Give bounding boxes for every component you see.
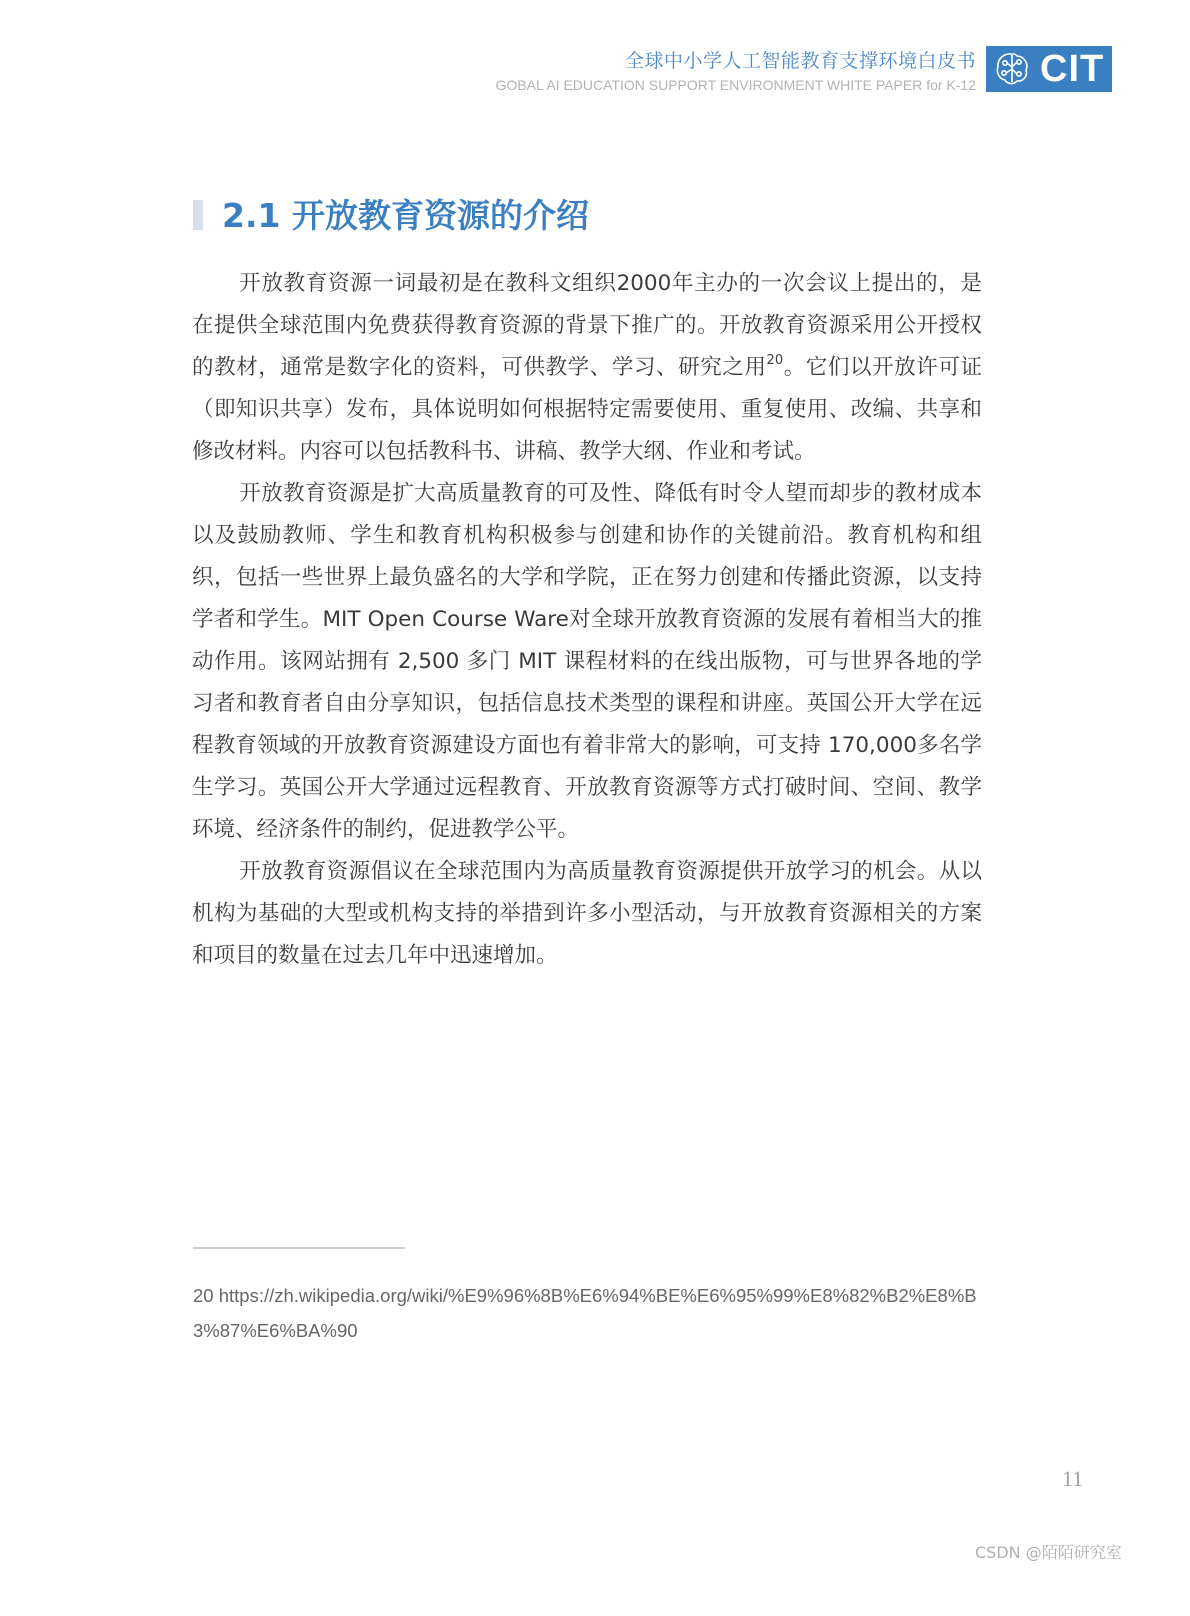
paragraph-3: 开放教育资源倡议在全球范围内为高质量教育资源提供开放学习的机会。从以机构为基础的大型或机构支持的举措到许多小型活动，与开放教育资源相关的方案和项目的数量在过去几年中迅速增加。 xyxy=(192,859,982,968)
section-marker xyxy=(193,200,203,230)
paragraph-1-text-a: 开放教育资源一词最初是在教科文组织2000年主办的一次会议上提出的，是在提供全球范围内免费获得教育资源的背景下推广的。开放教育资源采用公开授权的教材，通常是数字化的资料，可供教学、学习、研究之用 xyxy=(192,271,982,380)
page-number: 11 xyxy=(1062,1466,1084,1491)
brain-icon xyxy=(992,49,1032,89)
logo-text: CIT xyxy=(1040,48,1105,90)
paragraph-1 xyxy=(192,263,982,473)
body-text xyxy=(192,263,982,977)
header-title-en: GOBAL AI EDUCATION SUPPORT ENVIRONMENT WHITE PAPER for K-12 xyxy=(495,77,976,93)
section-title: 2.1 开放教育资源的介绍 xyxy=(222,196,589,235)
paragraph-2: 开放教育资源是扩大高质量教育的可及性、降低有时令人望而却步的教材成本以及鼓励教师、学生和教育机构积极参与创建和协作的关键前沿。教育机构和组织，包括一些世界上最负盛名的大学和学院，正在努力创建和传播此资源，以支持学者和学生。MIT Open Course Ware对全球开放教育资源的发展有着相当大的推动作用。该网站拥有 2,500 多门 MIT 课程材料的在线出版物，可与世界各地的学习者和教育者自由分享知识，包括信息技术类型的课程和讲座。英国公开大学在远程教育领域的开放教育资源建设方面也有着非常大的影响，可支持 170,000多名学生学习。英国公开大学通过远程教育、开放教育资源等方式打破时间、空间、教学环境、经济条件的制约，促进教学公平。 xyxy=(192,481,982,842)
paragraph-1-text-b: 。它们以开放许可证（即知识共享）发布，具体说明如何根据特定需要使用、重复使用、改编、共享和修改材料。内容可以包括教科书、讲稿、教学大纲、作业和考试。 xyxy=(192,355,982,464)
header-title-cn: 全球中小学人工智能教育支撑环境白皮书 xyxy=(624,50,976,72)
footnote-divider xyxy=(193,1247,405,1249)
cit-logo xyxy=(986,46,1112,92)
footnote-20[interactable]: 20 https://zh.wikipedia.org/wiki/%E9%96%8B%E6%94%BE%E6%95%99%E8%82%B2%E8%B3%87%E6%BA%90 xyxy=(193,1285,977,1341)
watermark: CSDN @陌陌研究室 xyxy=(975,1543,1122,1562)
footnote-ref-20[interactable]: 20 xyxy=(766,353,784,368)
